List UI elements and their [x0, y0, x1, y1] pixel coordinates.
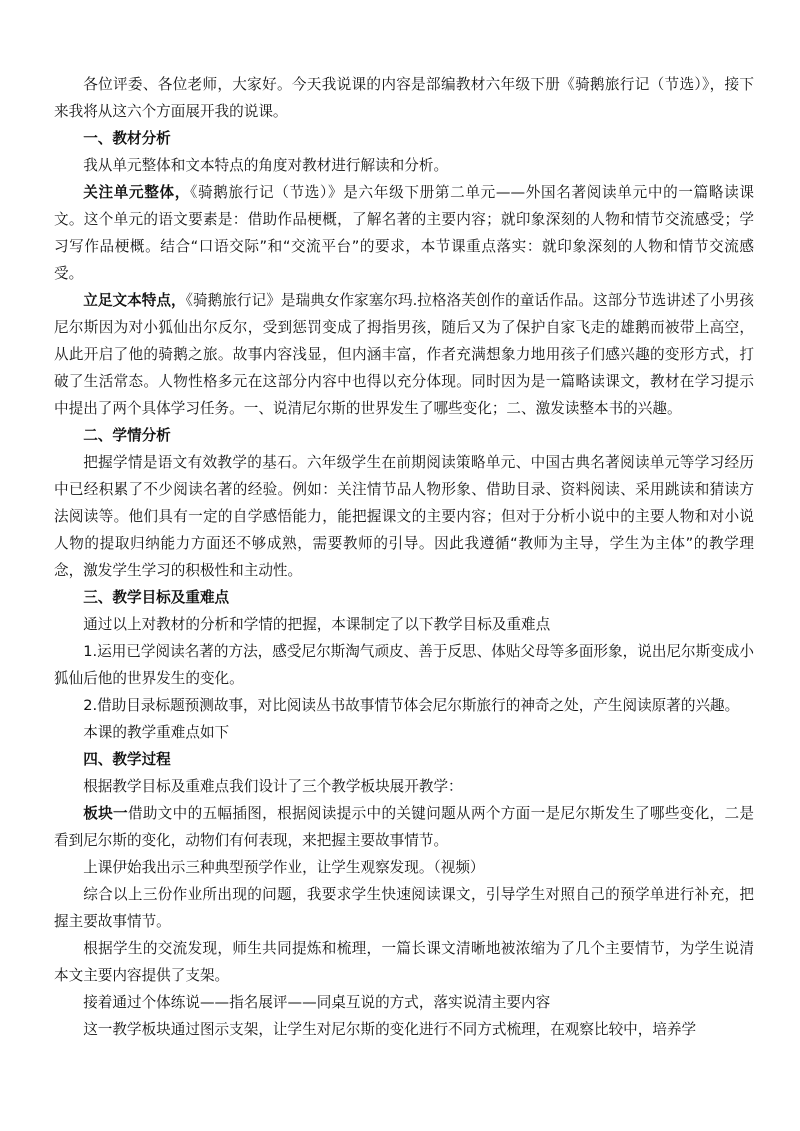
paragraph-goal-1: 1.运用已学阅读名著的方法，感受尼尔斯淘气顽皮、善于反思、体贴父母等多面形象，说出尼尔斯变成小狐仙后他的世界发生的变化。	[54, 643, 754, 687]
paragraph: 根据学生的交流发现，师生共同提炼和梳理，一篇长课文清晰地被浓缩为了几个主要情节，为学生说清本文主要内容提供了支架。	[54, 940, 754, 984]
paragraph: 接着通过个体练说——指名展评——同桌互说的方式，落实说清主要内容	[83, 994, 551, 1011]
paragraph: 综合以上三份作业所出现的问题，我要求学生快速阅读课文，引导学生对照自己的预学单进行补充，把握主要故事情节。	[54, 886, 754, 930]
heading-teaching-goals: 三、教学目标及重难点	[83, 589, 230, 606]
paragraph-body: 《骑鹅旅行记（节选）》是六年级下册第二单元——外国名著阅读单元中的一篇略读课文。这个单元的语文要素是：借助作品梗概，了解名著的主要内容；就印象深刻的人物和情节交流感受；学习写作品梗概。结合“口语交际”和“交流平台”的要求，本节课重点落实：就印象深刻的人物和情节交流感受。	[54, 184, 754, 282]
lead-phrase: 关注单元整体，	[83, 184, 191, 201]
paragraph: 这一教学板块通过图示支架，让学生对尼尔斯的变化进行不同方式梳理，在观察比较中，培养学	[83, 1021, 697, 1038]
paragraph-intro: 各位评委、各位老师，大家好。今天我说课的内容是部编教材六年级下册《骑鹅旅行记（节选）》，接下来我将从这六个方面展开我的说课。	[54, 76, 754, 120]
lead-phrase: 立足文本特点，	[83, 292, 186, 309]
lead-phrase: 板块一	[83, 805, 128, 822]
paragraph: 本课的教学重难点如下	[83, 724, 230, 741]
paragraph-block-1	[54, 800, 754, 854]
paragraph-text-features	[54, 287, 754, 422]
paragraph: 把握学情是语文有效教学的基石。六年级学生在前期阅读策略单元、中国古典名著阅读单元等学习经历中已经积累了不少阅读名著的经验。例如：关注情节品人物形象、借助目录、资料阅读、采用跳读和猜读方法阅读等。他们具有一定的自学感悟能力，能把握课文的主要内容；但对于分析小说中的主要人物和对小说人物的提取归纳能力方面还不够成熟，需要教师的引导。因此我遵循“教师为主导，学生为主体”的教学理念，激发学生学习的积极性和主动性。	[54, 454, 754, 579]
paragraph-body: 借助文中的五幅插图，根据阅读提示中的关键问题从两个方面一是尼尔斯发生了哪些变化，二是看到尼尔斯的变化，动物们有何表现，来把握主要故事情节。	[54, 805, 754, 849]
paragraph: 根据教学目标及重难点我们设计了三个教学板块展开教学：	[83, 778, 463, 795]
paragraph: 上课伊始我出示三种典型预学作业，让学生观察发现。（视频）	[83, 859, 485, 876]
heading-student-analysis: 二、学情分析	[83, 427, 171, 444]
paragraph-goal-2: 2.借助目录标题预测故事，对比阅读丛书故事情节体会尼尔斯旅行的神奇之处，产生阅读原著的兴趣。	[83, 697, 740, 714]
paragraph-unit-focus	[54, 179, 754, 287]
paragraph: 通过以上对教材的分析和学情的把握，本课制定了以下教学目标及重难点	[83, 616, 551, 633]
heading-teaching-process: 四、教学过程	[83, 751, 171, 768]
paragraph: 我从单元整体和文本特点的角度对教材进行解读和分析。	[83, 157, 449, 174]
document-page	[54, 71, 754, 1043]
heading-textbook-analysis: 一、教材分析	[83, 130, 171, 147]
paragraph-body: 《骑鹅旅行记》是瑞典女作家塞尔玛.拉格洛芙创作的童话作品。这部分节选讲述了小男孩尼尔斯因为对小狐仙出尔反尔，受到惩罚变成了拇指男孩，随后又为了保护自家飞走的雄鹅而被带上高空，从此开启了他的骑鹅之旅。故事内容浅显，但内涵丰富，作者充满想象力地用孩子们感兴趣的变形方式，打破了生活常态。人物性格多元在这部分内容中也得以充分体现。同时因为是一篇略读课文，教材在学习提示中提出了两个具体学习任务。一、说清尼尔斯的世界发生了哪些变化；二、激发读整本书的兴趣。	[54, 292, 754, 417]
